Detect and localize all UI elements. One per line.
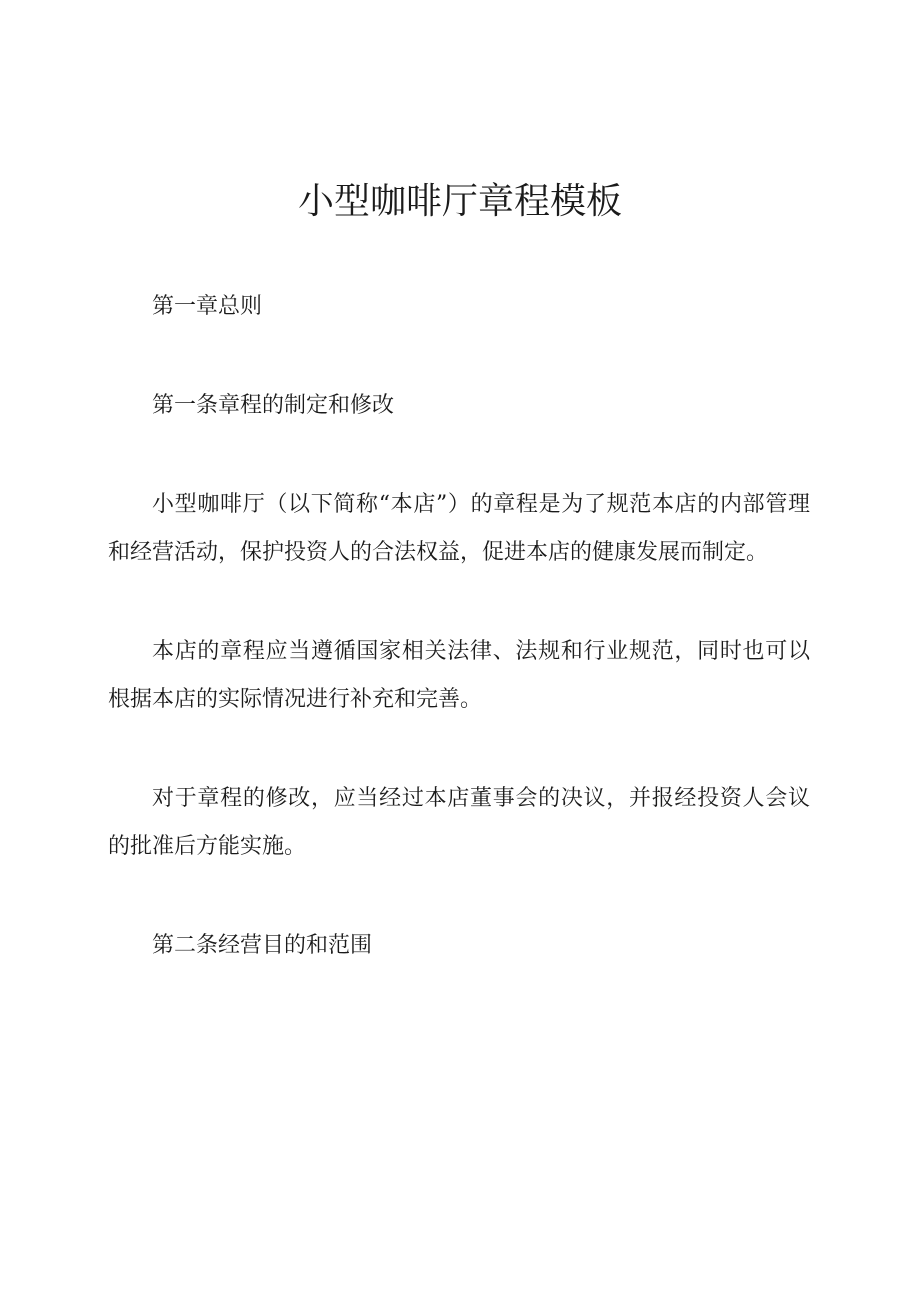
article-heading: 第二条经营目的和范围 xyxy=(152,933,373,958)
paragraph: 对于章程的修改，应当经过本店董事会的决议，并报经投资人会议的批准后方能实施。 xyxy=(108,786,810,859)
paragraph: 小型咖啡厅（以下简称“本店”）的章程是为了规范本店的内部管理和经营活动，保护投资人的合法权益，促进本店的健康发展而制定。 xyxy=(108,492,810,565)
paragraph: 本店的章程应当遵循国家相关法律、法规和行业规范，同时也可以根据本店的实际情况进行补充和完善。 xyxy=(108,639,810,712)
chapter-heading: 第一章总则 xyxy=(152,294,263,319)
document-body xyxy=(108,283,810,970)
article-heading: 第一条章程的制定和修改 xyxy=(152,393,395,418)
document-title: 小型咖啡厅章程模板 xyxy=(297,181,622,222)
